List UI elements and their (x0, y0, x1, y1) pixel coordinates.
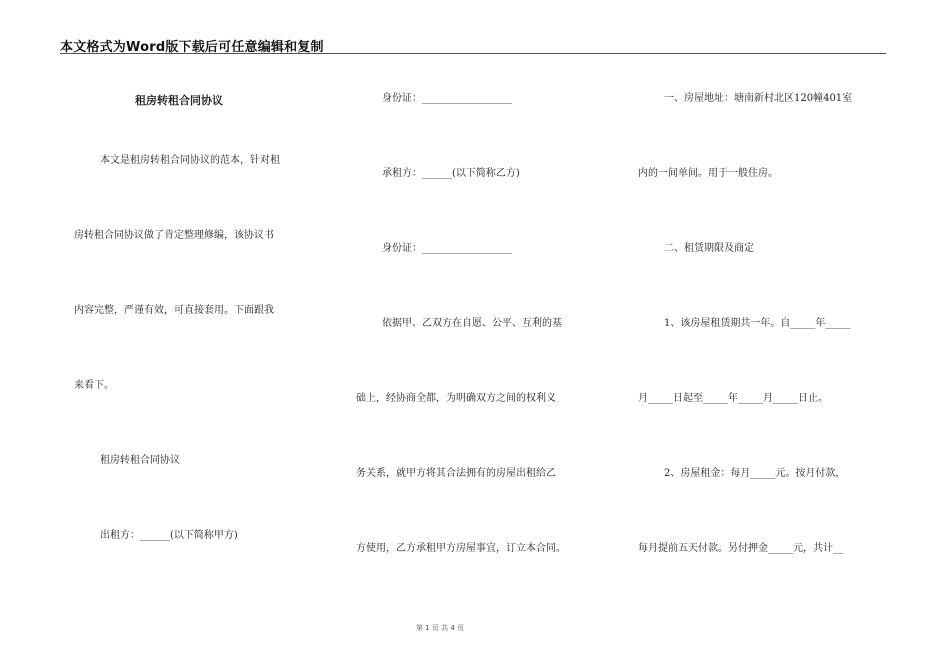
text-column-2 (356, 0, 604, 672)
paragraph-line: 2、房屋租金：每月_____元。按月付款， (664, 468, 846, 479)
paragraph-line: 依据甲、乙双方在自愿、公平、互利的基 (382, 318, 562, 329)
paragraph-line: 内容完整，严谨有效，可直接套用。下面跟我 (74, 305, 274, 316)
paragraph-line: 月_____日起至_____年_____月_____日止。 (638, 393, 828, 404)
paragraph-line: 每月提前五天付款。另付押金_____元，共计__ (638, 543, 843, 554)
paragraph-line: 租房转租合同协议 (100, 455, 180, 466)
paragraph-line: 本文是租房转租合同协议的范本，针对租 (100, 155, 280, 166)
paragraph-line: 房转租合同协议做了肯定整理修编，该协议书 (74, 230, 274, 241)
document-title: 租房转租合同协议 (135, 94, 223, 107)
page-header-title: 本文格式为Word版下载后可任意编辑和复制 (60, 40, 324, 55)
page-footer-number: 第 1 页 共 4 页 (415, 624, 465, 632)
paragraph-line: 1、该房屋租赁期共一年。自_____年_____ (664, 318, 851, 329)
text-column-1 (74, 0, 322, 672)
paragraph-line: 身份证：__________________ (382, 243, 512, 254)
paragraph-line: 方使用，乙方承租甲方房屋事宜，订立本合同。 (356, 543, 566, 554)
paragraph-line: 身份证：__________________ (382, 93, 512, 104)
paragraph-line: 二、租赁期限及商定 (664, 243, 754, 254)
paragraph-line: 一、房屋地址：塘南新村北区120幢401室 (664, 93, 853, 104)
paragraph-line: 础上，经协商全都，为明确双方之间的权利义 (356, 393, 556, 404)
text-column-3 (638, 0, 886, 672)
paragraph-line: 承租方：______(以下简称乙方) (382, 168, 520, 179)
paragraph-line: 务关系，就甲方将其合法拥有的房屋出租给乙 (356, 468, 556, 479)
paragraph-line: 来看下。 (74, 380, 114, 391)
paragraph-line: 内的一间单间。用于一般住房。 (638, 168, 778, 179)
paragraph-line: 出租方：______(以下简称甲方) (100, 530, 238, 541)
